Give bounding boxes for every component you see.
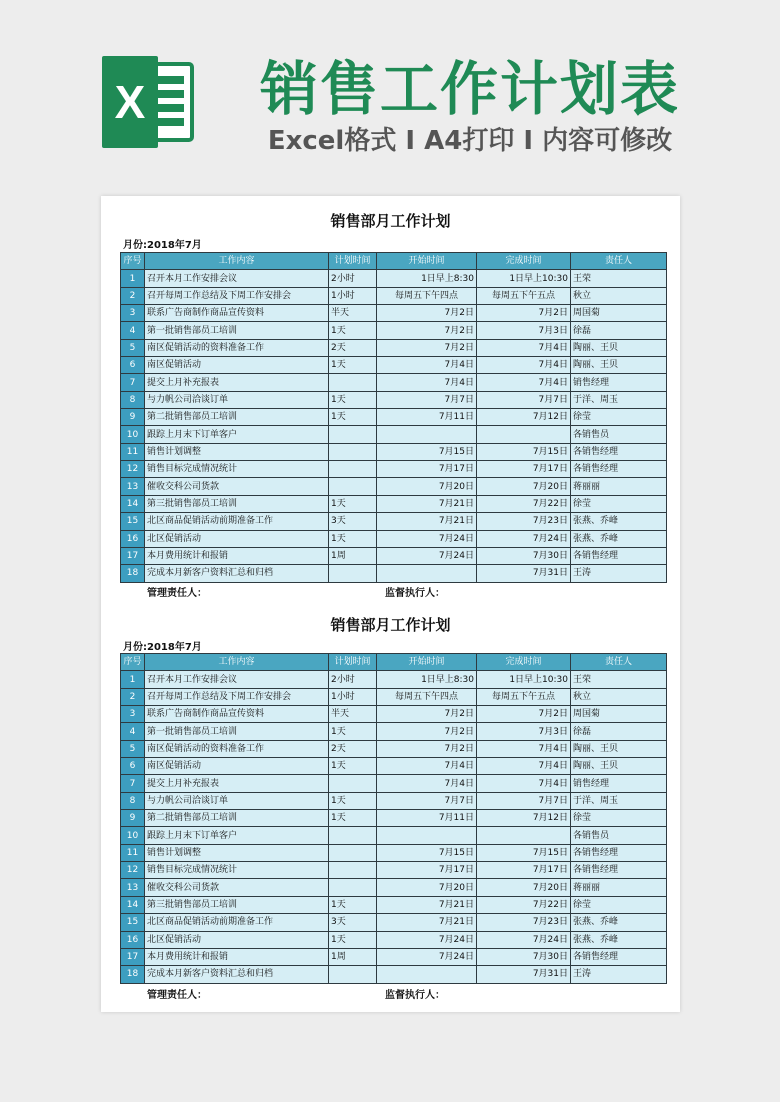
table-row bbox=[121, 478, 667, 495]
table-row bbox=[121, 547, 667, 564]
table-header-row bbox=[121, 253, 667, 270]
cell-end: 7月24日 bbox=[477, 530, 571, 547]
plan-title: 销售部月工作计划 bbox=[330, 212, 451, 230]
cell-duration: 1天 bbox=[329, 409, 377, 426]
cell-no: 6 bbox=[121, 758, 145, 775]
cell-duration: 2小时 bbox=[329, 671, 377, 688]
cell-end: 每周五下午五点 bbox=[477, 688, 571, 705]
cell-no: 4 bbox=[121, 723, 145, 740]
cell-task: 北区促销活动 bbox=[145, 931, 329, 948]
plan-table bbox=[120, 252, 667, 583]
cell-owner: 徐莹 bbox=[571, 810, 667, 827]
cell-duration: 2小时 bbox=[329, 270, 377, 287]
cell-end: 7月31日 bbox=[477, 966, 571, 983]
col-header-duration: 计划时间 bbox=[329, 253, 377, 270]
table-row bbox=[121, 287, 667, 304]
cell-start: 7月15日 bbox=[377, 443, 477, 460]
cell-duration bbox=[329, 862, 377, 879]
cell-start: 7月2日 bbox=[377, 305, 477, 322]
cell-end: 7月4日 bbox=[477, 740, 571, 757]
cell-owner: 各销售经理 bbox=[571, 461, 667, 478]
cell-start: 7月4日 bbox=[377, 758, 477, 775]
cell-end: 7月3日 bbox=[477, 322, 571, 339]
cell-no: 15 bbox=[121, 513, 145, 530]
cell-owner: 陶丽、王贝 bbox=[571, 357, 667, 374]
cell-no: 12 bbox=[121, 862, 145, 879]
cell-start: 每周五下午四点 bbox=[377, 287, 477, 304]
cell-duration: 1天 bbox=[329, 322, 377, 339]
cell-task: 联系广告商制作商品宣传资料 bbox=[145, 305, 329, 322]
table-row bbox=[121, 723, 667, 740]
cell-start: 7月20日 bbox=[377, 879, 477, 896]
footer-supervisor: 监督执行人： bbox=[385, 990, 445, 1001]
cell-end: 7月2日 bbox=[477, 706, 571, 723]
cell-owner: 各销售经理 bbox=[571, 862, 667, 879]
cell-owner: 销售经理 bbox=[571, 374, 667, 391]
cell-owner: 王荣 bbox=[571, 270, 667, 287]
cell-task: 北区促销活动 bbox=[145, 530, 329, 547]
cell-end: 7月12日 bbox=[477, 810, 571, 827]
cell-start: 7月21日 bbox=[377, 495, 477, 512]
cell-task: 销售计划调整 bbox=[145, 443, 329, 460]
cell-no: 13 bbox=[121, 478, 145, 495]
col-header-no: 序号 bbox=[121, 654, 145, 671]
cell-start: 7月24日 bbox=[377, 931, 477, 948]
table-row bbox=[121, 775, 667, 792]
cell-start: 7月11日 bbox=[377, 810, 477, 827]
cell-owner: 各销售经理 bbox=[571, 844, 667, 861]
cell-end: 每周五下午五点 bbox=[477, 287, 571, 304]
cell-duration bbox=[329, 461, 377, 478]
table-row bbox=[121, 827, 667, 844]
cell-task: 提交上月补充报表 bbox=[145, 775, 329, 792]
spreadsheet-page bbox=[101, 196, 680, 1012]
cell-no: 16 bbox=[121, 530, 145, 547]
cell-task: 召开每周工作总结及下周工作安排会 bbox=[145, 688, 329, 705]
cell-owner: 周国菊 bbox=[571, 706, 667, 723]
cell-no: 17 bbox=[121, 547, 145, 564]
cell-owner: 各销售经理 bbox=[571, 443, 667, 460]
table-row bbox=[121, 565, 667, 582]
cell-owner: 于洋、周玉 bbox=[571, 391, 667, 408]
col-header-end: 完成时间 bbox=[477, 253, 571, 270]
cell-owner: 陶丽、王贝 bbox=[571, 740, 667, 757]
col-header-task: 工作内容 bbox=[145, 253, 329, 270]
plan-table-body bbox=[121, 671, 667, 983]
cell-task: 召开每周工作总结及下周工作安排会 bbox=[145, 287, 329, 304]
footer-manager: 管理责任人： bbox=[147, 990, 207, 1001]
cell-no: 13 bbox=[121, 879, 145, 896]
cell-duration: 半天 bbox=[329, 706, 377, 723]
page-title: 销售工作计划表 bbox=[259, 55, 680, 123]
table-row bbox=[121, 409, 667, 426]
table-row bbox=[121, 688, 667, 705]
cell-start: 7月24日 bbox=[377, 530, 477, 547]
cell-duration: 1周 bbox=[329, 547, 377, 564]
table-row bbox=[121, 844, 667, 861]
cell-end: 7月4日 bbox=[477, 758, 571, 775]
cell-start bbox=[377, 966, 477, 983]
cell-end: 1日早上10:30 bbox=[477, 270, 571, 287]
cell-no: 7 bbox=[121, 775, 145, 792]
col-header-end: 完成时间 bbox=[477, 654, 571, 671]
cell-end: 1日早上10:30 bbox=[477, 671, 571, 688]
cell-owner: 张燕、乔峰 bbox=[571, 530, 667, 547]
cell-duration: 1天 bbox=[329, 896, 377, 913]
table-row bbox=[121, 391, 667, 408]
cell-end: 7月17日 bbox=[477, 461, 571, 478]
cell-no: 2 bbox=[121, 287, 145, 304]
cell-start: 7月4日 bbox=[377, 374, 477, 391]
cell-end: 7月20日 bbox=[477, 879, 571, 896]
table-row bbox=[121, 706, 667, 723]
cell-start: 7月11日 bbox=[377, 409, 477, 426]
cell-duration bbox=[329, 426, 377, 443]
cell-end: 7月7日 bbox=[477, 792, 571, 809]
cell-start: 7月2日 bbox=[377, 706, 477, 723]
cell-owner: 徐莹 bbox=[571, 495, 667, 512]
cell-start: 7月2日 bbox=[377, 740, 477, 757]
cell-duration bbox=[329, 844, 377, 861]
cell-end: 7月22日 bbox=[477, 896, 571, 913]
cell-owner: 徐磊 bbox=[571, 723, 667, 740]
cell-start: 7月21日 bbox=[377, 896, 477, 913]
cell-duration: 1天 bbox=[329, 530, 377, 547]
cell-task: 第一批销售部员工培训 bbox=[145, 322, 329, 339]
table-row bbox=[121, 426, 667, 443]
cell-no: 5 bbox=[121, 740, 145, 757]
table-row bbox=[121, 671, 667, 688]
cell-no: 11 bbox=[121, 844, 145, 861]
cell-owner: 陶丽、王贝 bbox=[571, 339, 667, 356]
cell-task: 销售计划调整 bbox=[145, 844, 329, 861]
cell-task: 跟踪上月末下订单客户 bbox=[145, 426, 329, 443]
cell-owner: 销售经理 bbox=[571, 775, 667, 792]
cell-duration: 1天 bbox=[329, 495, 377, 512]
page-subtitle: Excel格式 I A4打印 I 内容可修改 bbox=[267, 126, 673, 156]
cell-start: 7月7日 bbox=[377, 792, 477, 809]
cell-task: 北区商品促销活动前期准备工作 bbox=[145, 513, 329, 530]
cell-no: 18 bbox=[121, 565, 145, 582]
table-row bbox=[121, 513, 667, 530]
cell-no: 15 bbox=[121, 914, 145, 931]
cell-duration: 2天 bbox=[329, 740, 377, 757]
cell-duration: 3天 bbox=[329, 513, 377, 530]
cell-owner: 各销售经理 bbox=[571, 948, 667, 965]
cell-start: 7月15日 bbox=[377, 844, 477, 861]
cell-task: 联系广告商制作商品宣传资料 bbox=[145, 706, 329, 723]
cell-duration: 2天 bbox=[329, 339, 377, 356]
table-row bbox=[121, 270, 667, 287]
table-row bbox=[121, 530, 667, 547]
col-header-duration: 计划时间 bbox=[329, 654, 377, 671]
cell-end bbox=[477, 426, 571, 443]
cell-task: 完成本月新客户资料汇总和归档 bbox=[145, 565, 329, 582]
cell-no: 17 bbox=[121, 948, 145, 965]
cell-end: 7月31日 bbox=[477, 565, 571, 582]
table-row bbox=[121, 810, 667, 827]
cell-duration bbox=[329, 775, 377, 792]
cell-end: 7月4日 bbox=[477, 775, 571, 792]
table-row bbox=[121, 495, 667, 512]
cell-owner: 王涛 bbox=[571, 565, 667, 582]
cell-start: 7月20日 bbox=[377, 478, 477, 495]
cell-no: 3 bbox=[121, 706, 145, 723]
cell-start: 7月21日 bbox=[377, 914, 477, 931]
cell-duration: 3天 bbox=[329, 914, 377, 931]
cell-task: 召开本月工作安排会议 bbox=[145, 270, 329, 287]
cell-end: 7月15日 bbox=[477, 844, 571, 861]
cell-task: 与力帆公司洽谈订单 bbox=[145, 391, 329, 408]
cell-task: 第二批销售部员工培训 bbox=[145, 409, 329, 426]
cell-task: 第一批销售部员工培训 bbox=[145, 723, 329, 740]
cell-end: 7月2日 bbox=[477, 305, 571, 322]
cell-duration: 1天 bbox=[329, 723, 377, 740]
cell-start: 每周五下午四点 bbox=[377, 688, 477, 705]
cell-end: 7月7日 bbox=[477, 391, 571, 408]
cell-duration: 1天 bbox=[329, 391, 377, 408]
cell-start bbox=[377, 565, 477, 582]
col-header-start: 开始时间 bbox=[377, 654, 477, 671]
cell-end: 7月4日 bbox=[477, 374, 571, 391]
cell-task: 南区促销活动 bbox=[145, 758, 329, 775]
cell-duration: 1小时 bbox=[329, 287, 377, 304]
cell-end: 7月17日 bbox=[477, 862, 571, 879]
plan-month: 月份:2018年7月 bbox=[123, 240, 202, 251]
cell-start: 7月4日 bbox=[377, 775, 477, 792]
cell-no: 4 bbox=[121, 322, 145, 339]
cell-start: 7月2日 bbox=[377, 322, 477, 339]
table-row bbox=[121, 322, 667, 339]
cell-owner: 徐磊 bbox=[571, 322, 667, 339]
cell-start: 1日早上8:30 bbox=[377, 270, 477, 287]
cell-start: 1日早上8:30 bbox=[377, 671, 477, 688]
cell-duration: 1天 bbox=[329, 357, 377, 374]
cell-end: 7月23日 bbox=[477, 513, 571, 530]
table-row bbox=[121, 792, 667, 809]
col-header-owner: 责任人 bbox=[571, 654, 667, 671]
cell-start: 7月7日 bbox=[377, 391, 477, 408]
col-header-owner: 责任人 bbox=[571, 253, 667, 270]
cell-end: 7月30日 bbox=[477, 547, 571, 564]
cell-task: 本月费用统计和报销 bbox=[145, 547, 329, 564]
cell-task: 跟踪上月末下订单客户 bbox=[145, 827, 329, 844]
cell-duration: 1天 bbox=[329, 792, 377, 809]
table-row bbox=[121, 357, 667, 374]
cell-task: 提交上月补充报表 bbox=[145, 374, 329, 391]
cell-duration: 1小时 bbox=[329, 688, 377, 705]
cell-no: 5 bbox=[121, 339, 145, 356]
table-row bbox=[121, 862, 667, 879]
table-row bbox=[121, 461, 667, 478]
cell-no: 9 bbox=[121, 810, 145, 827]
cell-no: 8 bbox=[121, 391, 145, 408]
table-row bbox=[121, 931, 667, 948]
cell-start bbox=[377, 426, 477, 443]
cell-end bbox=[477, 827, 571, 844]
col-header-task: 工作内容 bbox=[145, 654, 329, 671]
cell-owner: 秋立 bbox=[571, 287, 667, 304]
cell-no: 11 bbox=[121, 443, 145, 460]
cell-start: 7月4日 bbox=[377, 357, 477, 374]
cell-no: 18 bbox=[121, 966, 145, 983]
cell-task: 销售目标完成情况统计 bbox=[145, 461, 329, 478]
cell-no: 14 bbox=[121, 495, 145, 512]
cell-owner: 徐莹 bbox=[571, 896, 667, 913]
footer-supervisor: 监督执行人： bbox=[385, 588, 445, 599]
cell-start bbox=[377, 827, 477, 844]
cell-owner: 各销售经理 bbox=[571, 547, 667, 564]
cell-owner: 王涛 bbox=[571, 966, 667, 983]
excel-logo-icon bbox=[100, 54, 196, 150]
cell-duration: 半天 bbox=[329, 305, 377, 322]
cell-end: 7月3日 bbox=[477, 723, 571, 740]
cell-duration: 1天 bbox=[329, 931, 377, 948]
col-header-no: 序号 bbox=[121, 253, 145, 270]
cell-no: 12 bbox=[121, 461, 145, 478]
cell-duration: 1天 bbox=[329, 810, 377, 827]
cell-duration bbox=[329, 966, 377, 983]
cell-duration bbox=[329, 374, 377, 391]
cell-owner: 蒋丽丽 bbox=[571, 879, 667, 896]
table-row bbox=[121, 966, 667, 983]
cell-start: 7月17日 bbox=[377, 461, 477, 478]
cell-task: 北区商品促销活动前期准备工作 bbox=[145, 914, 329, 931]
table-row bbox=[121, 339, 667, 356]
cell-owner: 张燕、乔峰 bbox=[571, 931, 667, 948]
cell-task: 召开本月工作安排会议 bbox=[145, 671, 329, 688]
cell-start: 7月2日 bbox=[377, 339, 477, 356]
cell-start: 7月21日 bbox=[377, 513, 477, 530]
cell-task: 南区促销活动的资料准备工作 bbox=[145, 339, 329, 356]
table-row bbox=[121, 914, 667, 931]
cell-no: 16 bbox=[121, 931, 145, 948]
cell-no: 1 bbox=[121, 671, 145, 688]
cell-duration bbox=[329, 879, 377, 896]
cell-end: 7月15日 bbox=[477, 443, 571, 460]
cell-duration bbox=[329, 565, 377, 582]
footer-manager: 管理责任人： bbox=[147, 588, 207, 599]
col-header-start: 开始时间 bbox=[377, 253, 477, 270]
plan-title: 销售部月工作计划 bbox=[330, 616, 451, 634]
cell-task: 南区促销活动的资料准备工作 bbox=[145, 740, 329, 757]
table-row bbox=[121, 305, 667, 322]
cell-no: 7 bbox=[121, 374, 145, 391]
cell-task: 南区促销活动 bbox=[145, 357, 329, 374]
cell-start: 7月2日 bbox=[377, 723, 477, 740]
cell-owner: 周国菊 bbox=[571, 305, 667, 322]
cell-owner: 各销售员 bbox=[571, 827, 667, 844]
cell-owner: 蒋丽丽 bbox=[571, 478, 667, 495]
cell-end: 7月20日 bbox=[477, 478, 571, 495]
plan-table bbox=[120, 653, 667, 984]
table-row bbox=[121, 896, 667, 913]
cell-duration bbox=[329, 827, 377, 844]
cell-end: 7月4日 bbox=[477, 357, 571, 374]
table-row bbox=[121, 740, 667, 757]
cell-owner: 陶丽、王贝 bbox=[571, 758, 667, 775]
cell-task: 本月费用统计和报销 bbox=[145, 948, 329, 965]
cell-end: 7月23日 bbox=[477, 914, 571, 931]
cell-no: 10 bbox=[121, 426, 145, 443]
cell-no: 3 bbox=[121, 305, 145, 322]
cell-task: 催收交科公司货款 bbox=[145, 879, 329, 896]
cell-owner: 各销售员 bbox=[571, 426, 667, 443]
cell-task: 第三批销售部员工培训 bbox=[145, 896, 329, 913]
cell-end: 7月24日 bbox=[477, 931, 571, 948]
cell-no: 10 bbox=[121, 827, 145, 844]
cell-end: 7月12日 bbox=[477, 409, 571, 426]
cell-no: 2 bbox=[121, 688, 145, 705]
table-header-row bbox=[121, 654, 667, 671]
cell-duration bbox=[329, 478, 377, 495]
table-row bbox=[121, 443, 667, 460]
cell-task: 销售目标完成情况统计 bbox=[145, 862, 329, 879]
cell-no: 9 bbox=[121, 409, 145, 426]
cell-owner: 秋立 bbox=[571, 688, 667, 705]
cell-end: 7月4日 bbox=[477, 339, 571, 356]
plan-table-body bbox=[121, 270, 667, 582]
cell-owner: 张燕、乔峰 bbox=[571, 513, 667, 530]
table-row bbox=[121, 758, 667, 775]
cell-end: 7月22日 bbox=[477, 495, 571, 512]
cell-duration bbox=[329, 443, 377, 460]
table-row bbox=[121, 948, 667, 965]
cell-task: 催收交科公司货款 bbox=[145, 478, 329, 495]
table-row bbox=[121, 879, 667, 896]
cell-no: 1 bbox=[121, 270, 145, 287]
cell-duration: 1周 bbox=[329, 948, 377, 965]
cell-owner: 徐莹 bbox=[571, 409, 667, 426]
excel-logo-letter: X bbox=[114, 76, 146, 128]
cell-owner: 张燕、乔峰 bbox=[571, 914, 667, 931]
cell-end: 7月30日 bbox=[477, 948, 571, 965]
cell-duration: 1天 bbox=[329, 758, 377, 775]
cell-no: 8 bbox=[121, 792, 145, 809]
cell-no: 14 bbox=[121, 896, 145, 913]
cell-start: 7月24日 bbox=[377, 547, 477, 564]
cell-start: 7月24日 bbox=[377, 948, 477, 965]
table-row bbox=[121, 374, 667, 391]
cell-task: 第三批销售部员工培训 bbox=[145, 495, 329, 512]
cell-owner: 王荣 bbox=[571, 671, 667, 688]
cell-owner: 于洋、周玉 bbox=[571, 792, 667, 809]
cell-task: 完成本月新客户资料汇总和归档 bbox=[145, 966, 329, 983]
cell-start: 7月17日 bbox=[377, 862, 477, 879]
cell-no: 6 bbox=[121, 357, 145, 374]
plan-month: 月份:2018年7月 bbox=[123, 642, 202, 653]
cell-task: 与力帆公司洽谈订单 bbox=[145, 792, 329, 809]
cell-task: 第二批销售部员工培训 bbox=[145, 810, 329, 827]
